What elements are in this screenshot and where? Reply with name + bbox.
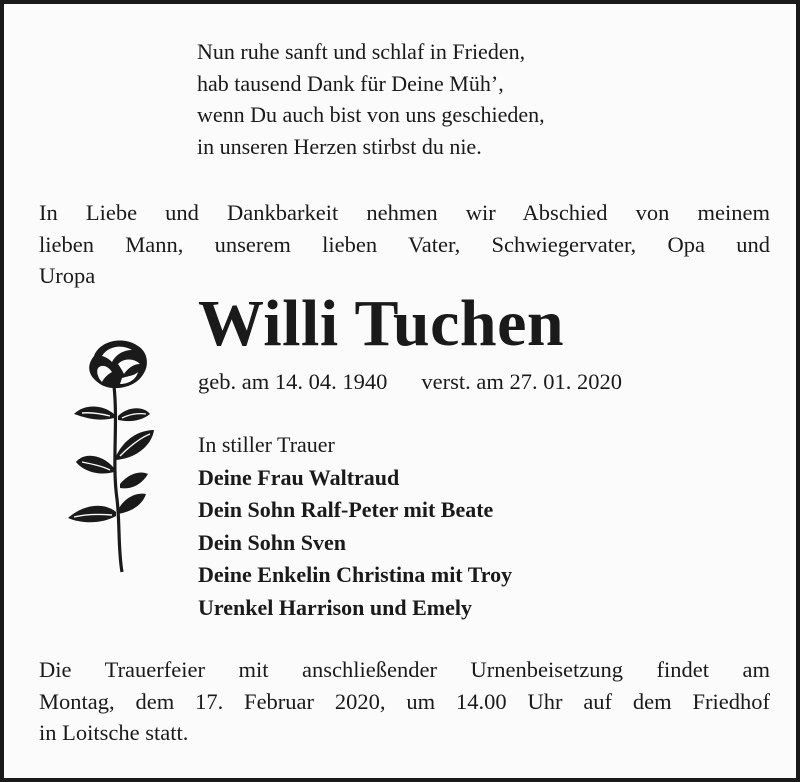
memorial-poem xyxy=(197,36,545,162)
closing-line: Montag, dem 17. Februar 2020, um 14.00 Uhr auf dem Friedhof xyxy=(39,688,770,714)
mourner-name: Urenkel Harrison und Emely xyxy=(198,594,473,620)
mourners-heading: In stiller Trauer xyxy=(198,432,335,457)
death-date: verst. am 27. 01. 2020 xyxy=(421,369,622,394)
intro-line: lieben Mann, unserem lieben Vater, Schwiegervater, Opa und xyxy=(39,231,770,257)
poem-line: in unseren Herzen stirbst du nie. xyxy=(197,133,482,159)
closing-line: in Loitsche statt. xyxy=(39,720,189,745)
birth-date: geb. am 14. 04. 1940 xyxy=(198,369,388,394)
deceased-name: Willi Tuchen xyxy=(198,287,565,360)
mourners-list xyxy=(198,429,512,624)
closing-line: Die Trauerfeier mit anschließender Urnenbeisetzung findet am xyxy=(39,657,770,682)
mourner-name: Deine Enkelin Christina mit Troy xyxy=(198,562,513,587)
intro-line: Uropa xyxy=(39,263,96,288)
poem-line: wenn Du auch bist von uns geschieden, xyxy=(197,102,545,127)
intro-line: In Liebe und Dankbarkeit nehmen wir Abschied von meinem xyxy=(39,200,770,225)
mourner-name: Dein Sohn Sven xyxy=(198,529,346,555)
funeral-announcement xyxy=(39,654,770,749)
farewell-intro xyxy=(39,197,770,292)
mourner-name: Deine Frau Waltraud xyxy=(198,464,400,490)
mourner-name: Dein Sohn Ralf-Peter mit Beate xyxy=(198,497,494,522)
poem-line: hab tausend Dank für Deine Müh’, xyxy=(197,70,504,96)
life-dates xyxy=(198,368,622,396)
poem-line: Nun ruhe sanft und schlaf in Frieden, xyxy=(197,39,526,64)
rose-icon xyxy=(62,334,172,574)
